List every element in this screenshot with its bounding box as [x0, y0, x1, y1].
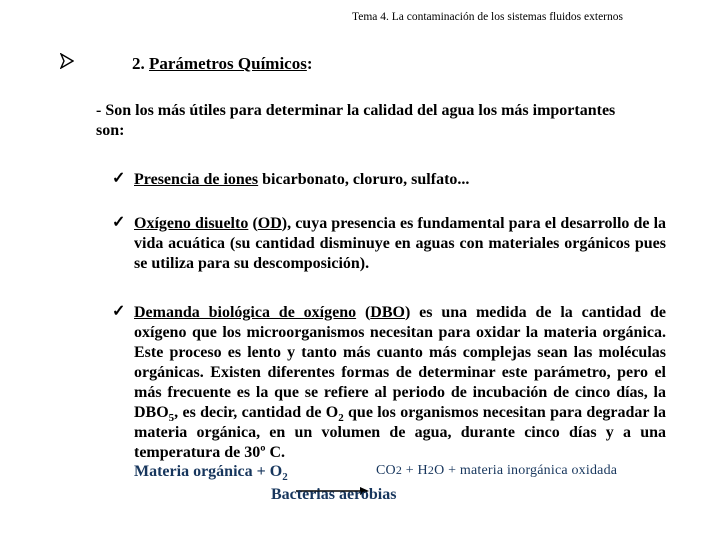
subscript: 5: [168, 412, 175, 425]
item-text: , es decir, cantidad de O: [174, 404, 339, 421]
item-text: (: [356, 304, 371, 321]
item-text: bicarbonato, cloruro, sulfato...: [258, 171, 470, 188]
section-colon: :: [306, 54, 313, 73]
subscript: 2: [338, 412, 344, 425]
checkmark-icon: ✓: [112, 170, 126, 187]
item-term: Demanda biológica de oxígeno: [134, 304, 357, 321]
equation-end: O + materia inorgánica oxidada: [434, 463, 618, 478]
equation-mid: + H: [402, 463, 428, 478]
item-text: ) es una medida de la cantidad de oxígeno que los microorganismos necesitan para oxidar la materia orgánica. Este proceso es lento y tanto más cuanto más complejas sean las moléculas orgánicas. Existen diferentes formas de determinar este parámetro, pero el más frecuente es la que se refiere al periodo de incubación de cinco días, la DBO: [134, 304, 667, 421]
list-item-dbo: [134, 303, 666, 463]
section-title: [132, 54, 313, 74]
subscript: 2: [282, 471, 288, 484]
intro-text: - Son los más útiles para determinar la calidad del agua los más importantes son:: [96, 102, 616, 139]
list-item-iones: [134, 170, 666, 190]
list-item-oxigeno: [134, 214, 666, 274]
section-title-text: Parámetros Químicos: [149, 54, 307, 73]
item-abbr: DBO: [370, 304, 405, 321]
equation-products: [376, 463, 617, 479]
item-term: Oxígeno disuelto: [134, 215, 249, 232]
item-text: que los organismos necesitan para degradar la materia orgánica, en un volumen de agua, durante cinco días y a una temperatura de 30º C.: [134, 404, 666, 461]
checkmark-icon: ✓: [112, 303, 126, 320]
catalyst-label: Bacterias aerobias: [271, 486, 397, 503]
item-text: ), cuya presencia es fundamental para el desarrollo de la vida acuática (su cantidad disminuye en aguas con materiales orgánicos pues se utiliza para su descomposición).: [134, 215, 667, 272]
equation-digit: 2: [427, 463, 435, 477]
item-term: Presencia de iones: [134, 171, 259, 188]
item-abbr: OD: [257, 215, 282, 232]
section-number: 2.: [132, 54, 149, 73]
equation-left: Materia orgánica + O: [134, 463, 283, 480]
item-text: (: [248, 215, 258, 232]
page-header: Tema 4. La contaminación de los sistemas fluidos externos: [352, 11, 623, 23]
checkmark-icon: ✓: [112, 214, 126, 231]
equation-reactants: [134, 463, 288, 484]
equation-co: CO: [376, 463, 396, 478]
arrowhead-bullet-icon: [60, 53, 74, 74]
equation-digit: 2: [395, 463, 403, 477]
